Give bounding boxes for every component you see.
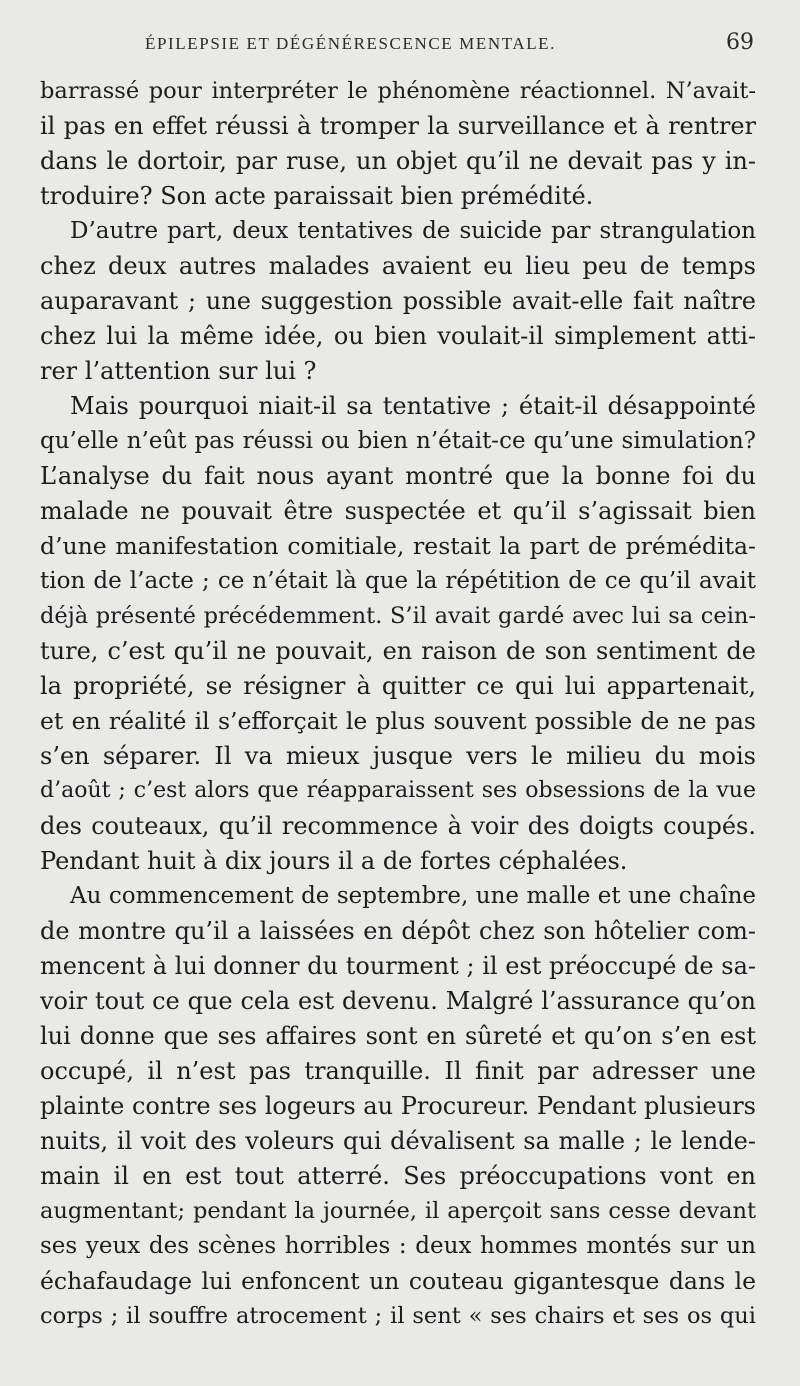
text-line: il pas en effet réussi à tromper la surveillance et à rentrer [40,112,756,140]
text-line: qu’elle n’eût pas réussi ou bien n’était-ce qu’une simulation? [40,428,756,454]
text-line: ses yeux des scènes horribles : deux hommes montés sur un [40,1233,756,1259]
text-line: et en réalité il s’efforçait le plus souvent possible de ne pas [40,707,756,735]
text-line: rer l’attention sur lui ? [40,357,317,385]
text-line: s’en séparer. Il va mieux jusque vers le milieu du mois [40,742,756,770]
text-line: mencent à lui donner du tourment ; il est préoccupé de sa- [40,952,756,980]
page-header [0,30,800,70]
text-line: d’une manifestation comitiale, restait la part de prémédita- [40,532,756,560]
text-line: de montre qu’il a laissées en dépôt chez son hôtelier com- [40,917,756,945]
text-line: chez deux autres malades avaient eu lieu peu de temps [40,252,756,280]
text-line: barrassé pour interpréter le phénomène réactionnel. N’avait- [40,78,756,104]
text-line: plainte contre ses logeurs au Procureur. Pendant plusieurs [40,1092,756,1120]
text-line: ture, c’est qu’il ne pouvait, en raison de son sentiment de [40,637,756,665]
text-line: déjà présenté précédemment. S’il avait gardé avec lui sa cein- [40,603,756,629]
page-number: 69 [726,30,754,55]
text-line: nuits, il voit des voleurs qui dévalisent sa malle ; le lende- [40,1127,756,1155]
text-line: d’août ; c’est alors que réapparaissent ses obsessions de la vue [40,778,756,803]
text-line: main il en est tout atterré. Ses préoccupations vont en [40,1162,756,1190]
text-line: la propriété, se résigner à quitter ce qui lui appartenait, [40,672,756,700]
text-line: D’autre part, deux tentatives de suicide par strangulation [70,218,756,244]
text-line: voir tout ce que cela est devenu. Malgré l’assurance qu’on [40,987,756,1015]
text-line: dans le dortoir, par ruse, un objet qu’il ne devait pas y in- [40,147,756,175]
text-line: échafaudage lui enfoncent un couteau gigantesque dans le [40,1267,756,1295]
text-line: Pendant huit à dix jours il a de fortes céphalées. [40,847,628,875]
text-line: L’analyse du fait nous ayant montré que la bonne foi du [40,462,756,490]
text-line: lui donne que ses affaires sont en sûreté et qu’on s’en est [40,1022,756,1050]
text-line: chez lui la même idée, ou bien voulait-il simplement atti- [40,322,756,350]
text-line: des couteaux, qu’il recommence à voir des doigts coupés. [40,812,756,840]
text-line: Au commencement de septembre, une malle et une chaîne [70,883,756,909]
text-line: Mais pourquoi niait-il sa tentative ; était-il désappointé [70,392,756,420]
text-line: augmentant; pendant la journée, il aperçoit sans cesse devant [40,1198,756,1224]
text-line: tion de l’acte ; ce n’était là que la répétition de ce qu’il avait [40,568,756,594]
text-line: auparavant ; une suggestion possible avait-elle fait naître [40,287,756,315]
text-line: occupé, il n’est pas tranquille. Il finit par adresser une [40,1057,756,1085]
text-line: malade ne pouvait être suspectée et qu’il s’agissait bien [40,497,756,525]
text-line: corps ; il souffre atrocement ; il sent « ses chairs et ses os qui [40,1303,756,1329]
text-line: troduire? Son acte paraissait bien prémédité. [40,182,594,210]
running-title: ÉPILEPSIE ET DÉGÉNÉRESCENCE MENTALE. [145,34,557,53]
